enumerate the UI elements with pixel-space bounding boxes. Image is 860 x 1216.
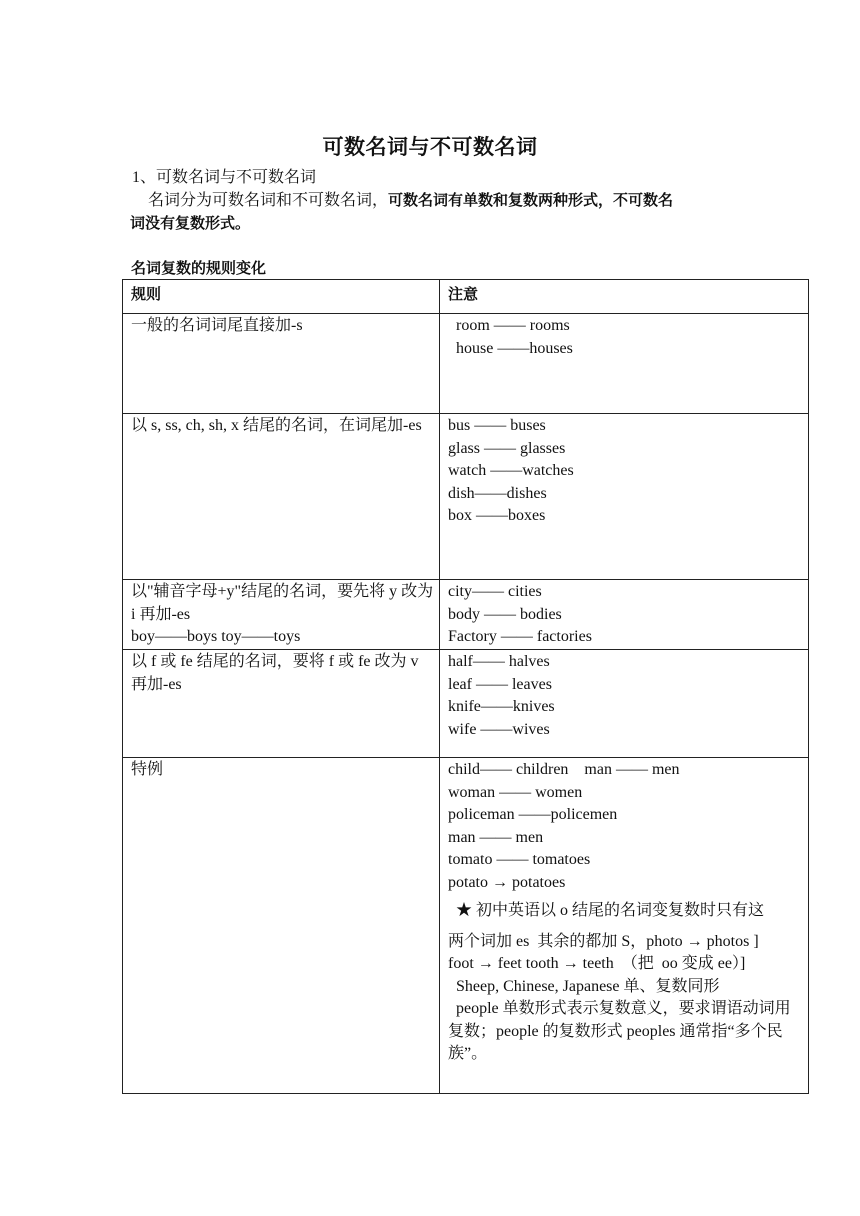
example-line: Factory —— factories xyxy=(448,628,592,645)
example-line: body —— bodies xyxy=(448,605,562,623)
table-row xyxy=(123,314,809,414)
plural-rules-table xyxy=(122,279,809,1094)
rule-cell: 一般的名词词尾直接加-s xyxy=(123,314,440,414)
example-line: child—— children man —— men xyxy=(448,761,680,778)
table-row xyxy=(123,650,809,758)
note-line: people 单数形式表示复数意义，要求谓语动词用复数；people 的复数形式 peoples 通常指“多个民族”。 xyxy=(448,1000,791,1062)
table-row xyxy=(123,414,809,580)
example-line: tomato —— tomatoes xyxy=(448,851,591,868)
examples-cell xyxy=(440,650,809,758)
example-line: policeman ——policemen xyxy=(448,806,618,823)
header-rule: 规则 xyxy=(123,280,440,314)
example-line: room —— rooms xyxy=(456,317,570,334)
intro-bold-text-b: 词没有复数形式。 xyxy=(130,214,251,232)
table-header-row xyxy=(123,280,809,314)
example-line: knife——knives xyxy=(448,698,555,715)
example-line: bus —— buses xyxy=(448,417,546,434)
example-line: wife ——wives xyxy=(448,720,550,738)
rule-cell: 以 f 或 fe 结尾的名词，要将 f 或 fe 改为 v 再加-es xyxy=(123,650,440,758)
note-line: foot → feet tooth → teeth （把 oo 变成 ee）] xyxy=(448,955,746,972)
note-line: 两个词加 es 其余的都加 S，photo → photos ] xyxy=(448,932,759,950)
table-row xyxy=(123,580,809,650)
rule-example-line: boy——boys toy——toys xyxy=(131,628,301,645)
example-line: glass —— glasses xyxy=(448,439,566,457)
header-note: 注意 xyxy=(440,280,809,314)
examples-cell xyxy=(440,414,809,580)
example-line: watch ——watches xyxy=(448,462,574,479)
example-line: half—— halves xyxy=(448,653,550,670)
star-note: ★ 初中英语以 o 结尾的名词变复数时只有这 xyxy=(456,902,765,919)
example-line: house ——houses xyxy=(456,339,573,357)
example-line: city—— cities xyxy=(448,583,542,600)
intro-text: 名词分为可数名词和不可数名词， xyxy=(148,192,389,209)
examples-cell xyxy=(440,758,809,1094)
rule-cell: 以 s, ss, ch, sh, x 结尾的名词，在词尾加-es xyxy=(123,414,440,580)
example-line: man —— men xyxy=(448,828,544,846)
example-line: leaf —— leaves xyxy=(448,675,552,693)
example-line: dish——dishes xyxy=(448,484,547,502)
example-line: box ——boxes xyxy=(448,507,546,524)
rule-cell: 特例 xyxy=(123,758,440,1094)
rule-line: 以"辅音字母+y"结尾的名词，要先将 y 改为 i 再加-es xyxy=(131,583,438,623)
examples-cell xyxy=(440,314,809,414)
table-caption: 名词复数的规则变化 xyxy=(131,259,267,277)
section-heading: 1、可数名词与不可数名词 xyxy=(132,169,317,186)
intro-bold-text-a: 可数名词有单数和复数两种形式，不可数名 xyxy=(388,191,674,209)
rule-cell xyxy=(123,580,440,650)
example-line: potato → potatoes xyxy=(448,873,566,891)
table-row xyxy=(123,758,809,1094)
intro-paragraph xyxy=(130,189,740,235)
examples-cell xyxy=(440,580,809,650)
example-line: woman —— women xyxy=(448,783,583,801)
note-line: Sheep, Chinese, Japanese 单、复数同形 xyxy=(448,977,720,995)
page-title: 可数名词与不可数名词 xyxy=(322,135,538,159)
